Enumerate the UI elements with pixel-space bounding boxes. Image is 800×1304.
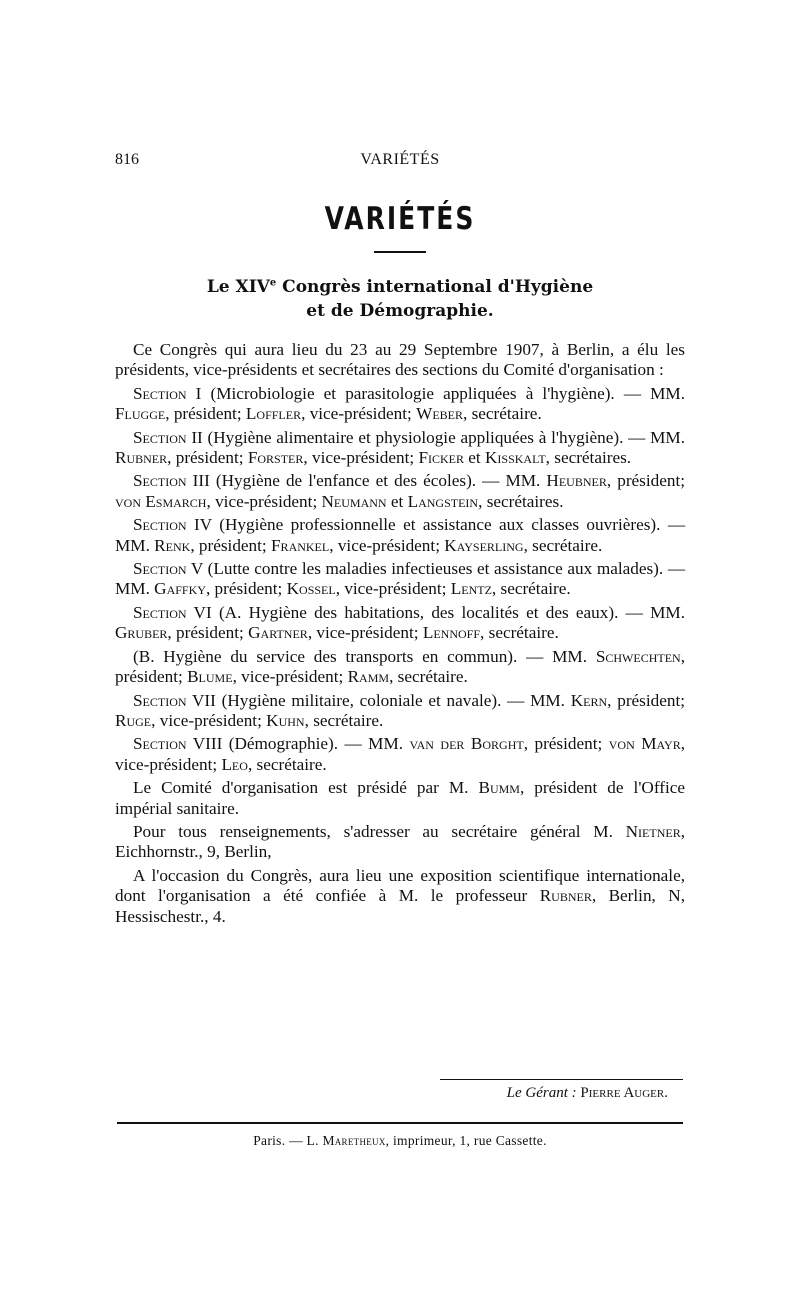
imprint-printer: Maretheux [322, 1133, 386, 1148]
president-name: Kern [570, 690, 608, 710]
section-title: VARIÉTÉS [324, 200, 476, 237]
role-word: secrétaire [486, 491, 553, 511]
title-prefix: Le XIV [206, 277, 270, 297]
signature-role: Le Gérant : [506, 1085, 577, 1101]
secretary-name: Kayserling [444, 535, 524, 555]
closing-paragraph [115, 778, 685, 819]
vice-president-name: Ruge [115, 710, 152, 730]
section-number: II [191, 427, 203, 447]
section-label: Section [133, 427, 187, 447]
role-word: président [214, 579, 278, 599]
role-word: secrétaire [313, 710, 380, 730]
title-rest: Congrès international d'Hygiène [276, 277, 594, 297]
president-name: Rubner [115, 448, 168, 468]
secretary-name: Langstein [407, 491, 479, 511]
section-text: (Hygiène professionnelle et assistance aux classes ouvrières). — MM. [115, 515, 686, 555]
person-name: Rubner [539, 886, 592, 906]
role-word: secrétaire [256, 754, 323, 774]
section-paragraph: Section V (Lutte contre les maladies infectieuses et assistance aux malades). — MM. Gaffky, président; Kossel, vice-président; Lentz, secrétaire. [115, 559, 686, 599]
closing-text: , président de l'Office impérial sanitaire. [115, 778, 686, 818]
secretary-name: Leo [221, 754, 248, 774]
president-name: Gruber [115, 623, 168, 643]
role-word: vice-président [241, 667, 339, 687]
section-number: V [190, 559, 203, 579]
vice-president-name: Gartner [248, 623, 308, 643]
section-text: (B. Hygiène du service des transports en commun). — MM. [133, 646, 587, 666]
president-name: Flugge [115, 404, 166, 424]
section-number: IV [194, 515, 212, 535]
role-word: président [534, 734, 598, 754]
president-name: Heubner [546, 471, 607, 491]
running-head [115, 151, 685, 173]
role-word: secrétaire [488, 623, 555, 643]
section-paragraph: Section VIII (Démographie). — MM. van der Borght, président; von Mayr, vice-président; Leo, secrétaire. [115, 734, 686, 774]
section-number: VIII [192, 734, 223, 754]
person-name: Nietner [625, 821, 681, 841]
article-title-line-2: et de Démographie. [306, 301, 494, 321]
role-word: secrétaire [471, 404, 538, 424]
section-paragraph: Section II (Hygiène alimentaire et physiologie appliquées à l'hygiène). — MM. Rubner, président; Forster, vice-président; Ficker et Kisskalt, secrétaires. [115, 427, 685, 468]
signature-name: Pierre Auger. [580, 1085, 668, 1101]
title-divider [374, 251, 426, 253]
section-label: Section [133, 690, 187, 710]
role-word: vice-président [312, 448, 410, 468]
article-title-line-1 [115, 275, 685, 299]
president-name: Renk [154, 535, 191, 555]
vice-president-name: von Esmarch [115, 491, 207, 511]
role-word: vice-président [337, 535, 436, 555]
president-name: van der Borght [409, 734, 524, 754]
role-word: vice-président [115, 754, 213, 774]
section-number: VI [193, 602, 212, 622]
role-word: président [176, 623, 240, 643]
printer-imprint [115, 1133, 685, 1149]
section-paragraph: (B. Hygiène du service des transports en commun). — MM. Schwechten, président; Blume, vice-président; Ramm, secrétaire. [115, 646, 685, 687]
conjunction: et [390, 491, 404, 511]
section-label: Section [133, 559, 187, 579]
section-text: (Hygiène alimentaire et physiologie appliquées à l'hygiène). — MM. [207, 427, 685, 447]
section-text: (Hygiène militaire, coloniale et navale). — MM. [221, 690, 565, 710]
article-body [115, 340, 685, 930]
contact-text: , Eichhornstr., 9, Berlin, [115, 821, 685, 862]
conjunction: et [468, 448, 481, 468]
section-paragraph: Section I (Microbiologie et parasitologie appliquées à l'hygiène). — MM. Flugge, président; Loffler, vice-président; Weber, secrétaire. [115, 383, 685, 424]
role-word: président [617, 471, 681, 491]
secretary-name: Ficker [418, 448, 464, 468]
contact-text: Pour tous renseignements, s'adresser au secrétaire général M. [133, 821, 613, 841]
role-word: vice-président [215, 491, 313, 511]
article-title [115, 275, 685, 323]
closing-text: Le Comité d'organisation est présidé par M. [133, 778, 469, 798]
section-text: (Lutte contre les maladies infectieuses et assistance aux malades). — MM. [115, 559, 686, 599]
section-text: (Hygiène de l'enfance et des écoles). — MM. [215, 471, 541, 491]
section-number: VII [192, 690, 216, 710]
secretary-name: Kisskalt [485, 448, 546, 468]
contact-paragraph [115, 822, 685, 863]
role-word: secrétaire [532, 535, 599, 555]
section-paragraph: Section VI (A. Hygiène des habitations, des localités et des eaux). — MM. Gruber, président; Gartner, vice-président; Lennoff, secrétaire. [115, 602, 685, 643]
role-word: vice-président [309, 404, 408, 424]
vice-president-name: von Mayr [608, 734, 681, 754]
section-text: (Microbiologie et parasitologie appliquées à l'hygiène). — MM. [210, 383, 685, 403]
president-name: Gaffky [154, 579, 206, 599]
exhibition-paragraph [115, 866, 685, 927]
role-word: secrétaire [397, 667, 464, 687]
section-text: (A. Hygiène des habitations, des localités et des eaux). — MM. [218, 602, 685, 622]
section-paragraph: Section VII (Hygiène militaire, coloniale et navale). — MM. Kern, président; Ruge, vice-président; Kuhn, secrétaire. [115, 690, 686, 730]
section-label: Section [133, 383, 187, 403]
title-superscript: e [269, 277, 277, 289]
role-word: président [198, 535, 262, 555]
vice-president-name: Forster [247, 448, 304, 468]
person-name: Bumm [478, 778, 520, 798]
section-label: Section [133, 471, 187, 491]
section-label: Section [133, 515, 187, 535]
role-word: vice-président [316, 623, 414, 643]
footer-rule [117, 1122, 683, 1124]
signature [440, 1085, 668, 1102]
role-word: secrétaire [500, 579, 567, 599]
section-paragraph: Section III (Hygiène de l'enfance et des écoles). — MM. Heubner, président; von Esmarch, vice-président; Neumann et Langstein, secrétaires. [115, 471, 686, 511]
role-word: président [175, 448, 239, 468]
secretary-name: Kuhn [266, 710, 305, 730]
secretary-name: Lentz [450, 579, 492, 599]
vice-president-name: Kossel [286, 579, 336, 599]
role-word: président [617, 690, 681, 710]
imprint-city: Paris. — L. [253, 1133, 319, 1148]
page-number: 816 [115, 151, 139, 168]
role-word: président [115, 667, 179, 687]
role-word: secrétaire [554, 448, 621, 468]
intro-paragraph: Ce Congrès qui aura lieu du 23 au 29 Septembre 1907, à Berlin, a élu les présidents, vice-présidents et secrétaires des sections du Comité d'organisation : [115, 340, 685, 380]
section-number: III [192, 471, 210, 491]
vice-president-name: Frankel [271, 535, 330, 555]
vice-president-name: Blume [187, 667, 233, 687]
role-word: vice-président [159, 710, 258, 730]
section-label: Section [133, 602, 187, 622]
president-name: Schwechten [595, 646, 681, 666]
secretary-name: Ramm [347, 667, 390, 687]
role-word: vice-président [344, 579, 442, 599]
role-word: président [173, 404, 237, 424]
running-title: VARIÉTÉS [360, 151, 440, 168]
exhibition-text: , Berlin, N, Hessischestr., 4. [115, 886, 686, 926]
secretary-name: Weber [416, 404, 464, 424]
section-text: (Démographie). — MM. [228, 734, 404, 754]
signature-rule [440, 1079, 683, 1080]
imprint-address: , imprimeur, 1, rue Cassette. [385, 1133, 547, 1148]
section-paragraph: Section IV (Hygiène professionnelle et assistance aux classes ouvrières). — MM. Renk, président; Frankel, vice-président; Kayserling, secrétaire. [115, 515, 686, 555]
exhibition-text: A l'occasion du Congrès, aura lieu une exposition scientifique internationale, dont l'organisation a été confiée à M. le professeur [115, 865, 685, 906]
vice-president-name: Loffler [245, 404, 302, 424]
section-number: I [195, 383, 202, 403]
section-label: Section [133, 734, 187, 754]
secretary-name: Lennoff [422, 623, 481, 643]
secretary-name: Neumann [321, 491, 387, 511]
